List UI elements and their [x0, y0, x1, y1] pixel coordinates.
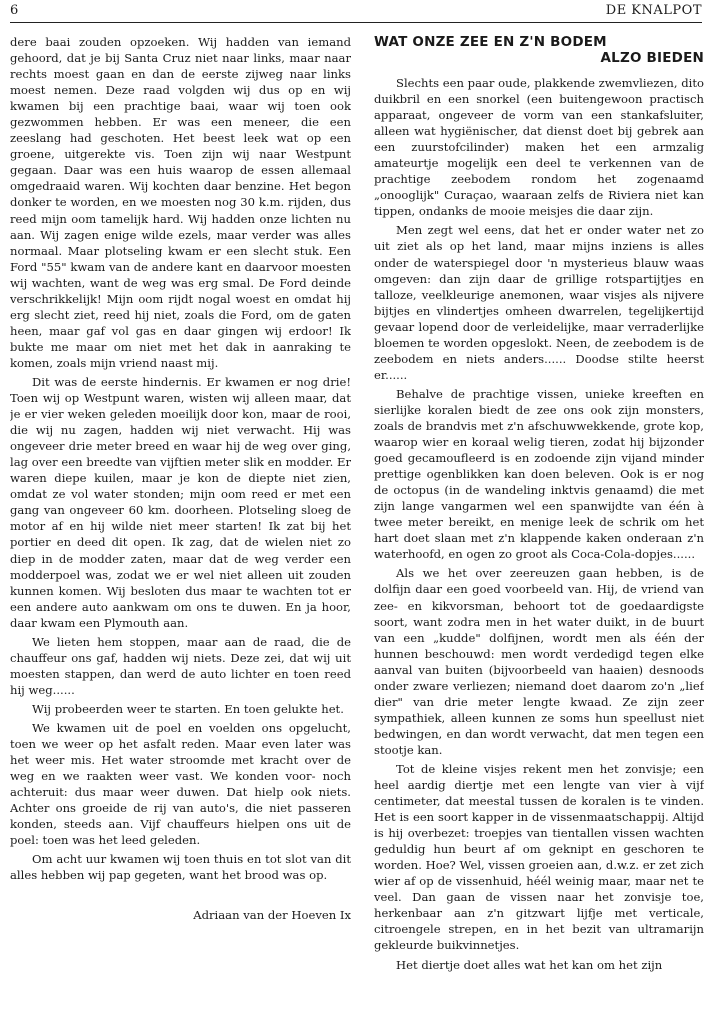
- article-title: [374, 34, 704, 66]
- right-column: [374, 34, 704, 1016]
- page-header: [10, 0, 702, 23]
- left-column: [10, 34, 351, 1016]
- paragraph: Wij probeerden weer te starten. En toen gelukte het.: [32, 701, 344, 716]
- paragraph: Om acht uur kwamen wij toen thuis en tot slot van dit alles hebben wij pap gegeten, want het brood was op.: [10, 852, 351, 883]
- paragraph: We lieten hem stoppen, maar aan de raad, die de chauffeur ons gaf, hadden wij niets. Deze zei, dat wij uit moesten stappen, dan werd de auto lichter en toen reed hij weg......: [10, 634, 351, 697]
- paragraph: We kwamen uit de poel en voelden ons opgelucht, toen we weer op het asfalt reden. Maar even later was het weer mis. Het water stroomde met kracht over de weg en we raakten weer vast. We konden voor- noch achteruit: dus maar weer duwen. Dat hielp ook niets. Achter ons groeide de rij van auto's, die niet passeren konden, steeds aan. Vijf chauffeurs hielpen ons uit de poel: toen was het leed geleden.: [10, 720, 351, 848]
- page-number: 6: [10, 3, 19, 18]
- article-title-line-1: WAT ONZE ZEE EN Z'N BODEM: [374, 34, 607, 50]
- paragraph: Behalve de prachtige vissen, unieke kreeften en sierlijke koralen biedt de zee ons ook zijn monsters, zoals de brandvis met z'n afschuwwekkende, grote kop, waarop wier en koraal welig tieren, zodat hij bijzonder goed gecamoufleerd is en zodoende zijn vijand minder prettige ogenblikken kan doen beleven. Ook is er nog de octopus (in de wandeling inktvis genaamd) die met zijn lange vangarmen wel een spanwijdte van één à twee meter bereikt, en menige leek de schrik om het hart doet slaan met z'n klappende kaken onderaan z'n waterhoofd, en ogen zo groot als Coca-Cola-dopjes......: [374, 386, 704, 562]
- paragraph: dere baai zouden opzoeken. Wij hadden van iemand gehoord, dat je bij Santa Cruz niet naar links, maar naar rechts moest gaan en dan de eerste zijweg naar links moest nemen. Deze raad volgden wij dus op en wij kwamen bij een prachtige baai, waar wij toen ook gezwommen hebben. Er was een meneer, die een zeeslang had geschoten. Het beest leek wat op een groene, uitgerekte vis. Toen zijn wij naar Westpunt gegaan. Daar was een huis waarop de essen allemaal omgedraaid waren. Wij kochten daar benzine. Het begon donker te worden, en we moesten nog 30 k.m. rijden, dus reed mijn oom tamelijk hard. Wij hadden onze lichten nu aan. Wij zagen enige wilde ezels, maar verder was alles normaal. Maar plotseling kwam er een slecht stuk. Een Ford "55" kwam van de andere kant en daarvoor moesten wij wachten, want de weg was erg smal. De Ford deinde verschrikkelijk! Mijn oom rijdt nogal woest en omdat hij erg slecht ziet, reed hij niet, zoals die Ford, om de gaten heen, maar gaf vol gas en daar gingen wij erdoor! Ik bukte me maar om niet met het dak in aanraking te komen, zoals mijn vriend naast mij.: [10, 35, 351, 370]
- magazine-title: DE KNALPOT: [605, 3, 702, 18]
- paragraph: Dit was de eerste hindernis. Er kwamen er nog drie! Toen wij op Westpunt waren, wisten wij alleen maar, dat je er vier weken geleden moeilijk door kon, maar de rooi, die wij nu zagen, hadden wij niet verwacht. Hij was ongeveer drie meter breed en waar hij de weg over ging, lag over een breedte van vijftien meter slik en modder. Er waren diepe kuilen, maar je kon de diepte niet zien, omdat ze vol water stonden; mijn oom reed er met een gang van ongeveer 60 km. doorheen. Plotseling sloeg de motor af en hij wilde niet meer starten! Ik zat bij het portier en deed dit open. Ik zag, dat de wielen niet zo diep in de modder zaten, maar dat de weg verder een modderpoel was, zodat we er wel niet alleen uit zouden kunnen komen. Wij besloten dus maar te wachten tot er een andere auto aankwam om ons te duwen. En ja hoor, daar kwam een Plymouth aan.: [10, 374, 351, 630]
- article-title-line-2: ALZO BIEDEN: [600, 50, 704, 66]
- paragraph: Slechts een paar oude, plakkende zwemvliezen, dito duikbril en een snorkel (een buitengewoon practisch apparaat, ongeveer de vorm van een stankafsluiter, alleen wat hygiënischer, dat dienst doet bij gebrek aan een zuurstofcilinder) maken het een armzalig amateurtje mogelijk een deel te verkennen van de prachtige zeebodem rondom het zogenaamd „onooglijk" Curaçao, waaraan zelfs de Riviera niet kan tippen, ondanks de mooie meisjes die daar zijn.: [374, 76, 704, 219]
- paragraph: Men zegt wel eens, dat het er onder water net zo uit ziet als op het land, maar mijns inziens is alles onder de waterspiegel door 'n mysterieus blauw waas omgeven: dan zijn daar de grillige rotspartijtjes en talloze, veelkleurige anemonen, waar visjes als nijvere bijtjes en vlindertjes omheen dwarrelen, tegelijkertijd gevaar lopend door de verleidelijke, maar verraderlijke bloemen te worden opgeslokt. Neen, de zeebodem is de zeebodem en niets anders...... Doodse stilte heerst er......: [374, 223, 704, 382]
- paragraph: Tot de kleine visjes rekent men het zonvisje; een heel aardig diertje met een lengte van vier à vijf centimeter, dat meestal tussen de koralen is te vinden. Het is een soort kapper in de vissenmaatschappij. Altijd is hij overbezet: troepjes van tientallen vissen wachten geduldig hun beurt af om geknipt en geschoren te worden. Hoe? Wel, vissen groeien aan, d.w.z. er zet zich wier af op de vissenhuid, héél weinig maar, maar net te veel. Dan gaan de vissen naar het zonvisje toe, herkenbaar aan z'n gitzwart lijfje met verticale, citroengele strepen, en in het bezit van ultramarijn gekleurde buikvinnetjes.: [374, 761, 704, 953]
- paragraph: Als we het over zeereuzen gaan hebben, is de dolfijn daar een goed voorbeeld van. Hij, de vriend van zee- en kikvorsman, behoort tot de goedaardigste soort, want zodra men in het water duikt, in de buurt van een „kudde" dolfijnen, wordt men als één der hunnen beschouwd: men wordt verdedigd tegen elke aanval van buiten (bijvoorbeeld van haaien) desnoods onder zware verliezen; niemand doet daarom zo'n „lief dier" van drie meter lengte kwaad. Ze zijn zeer sympathiek, alleen kunnen ze soms hun speellust niet bedwingen, en dan wordt verwacht, dat men tegen een stootje kan.: [374, 566, 704, 757]
- author-signature: Adriaan van der Hoeven Ix: [193, 908, 351, 923]
- paragraph: Het diertje doet alles wat het kan om het zijn: [396, 957, 663, 972]
